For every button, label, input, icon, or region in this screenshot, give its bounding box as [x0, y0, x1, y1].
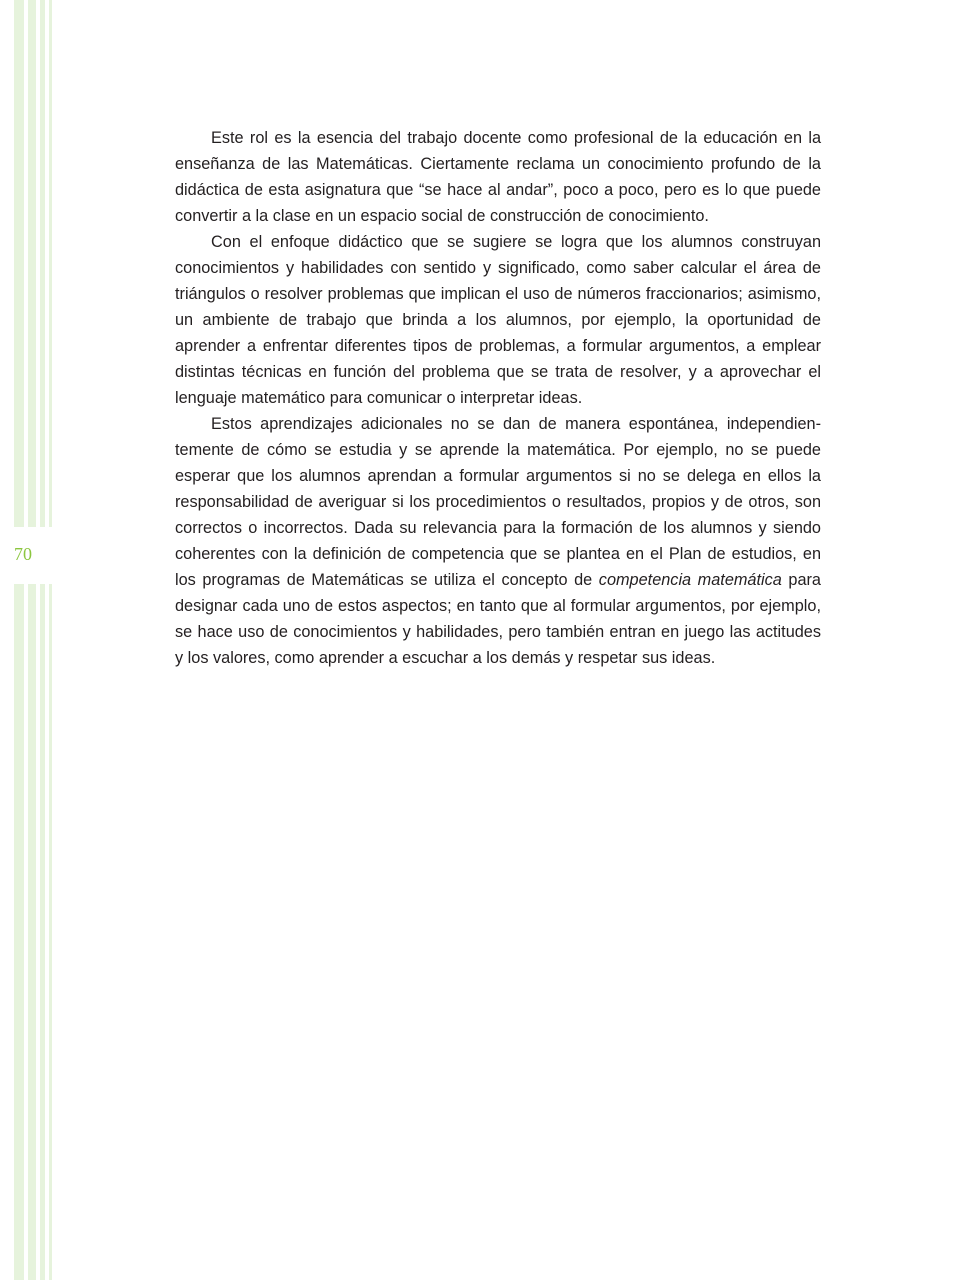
paragraph-3: [175, 411, 821, 671]
page-number: 70: [14, 544, 32, 564]
margin-stripe: [40, 0, 45, 1280]
paragraph-1: Este rol es la esencia del trabajo docente como profesional de la educación en la enseñanza de las Matemáticas. Ciertamente reclama un conocimiento profundo de la didáctica de esta asignatura que “se hace al andar”, poco a poco, pero es lo que puede convertir a la clase en un espacio social de construcción de conocimiento.: [175, 129, 821, 225]
paragraph-2: Con el enfoque didáctico que se sugiere se logra que los alumnos construyan conocimientos y habilidades con sentido y significado, como saber calcular el área de triángulos o resolver problemas que implican el uso de números fraccionarios; asimismo, un ambiente de trabajo que brinda a los alumnos, por ejemplo, la oportunidad de aprender a enfrentar diferentes tipos de problemas, a formular argumentos, a emplear distintas técnicas en función del problema que se trata de resolver, y a aprovechar el lenguaje matemático para comunicar o interpretar ideas.: [175, 233, 821, 407]
margin-stripe: [28, 0, 36, 1280]
body-text: [175, 125, 821, 671]
margin-stripe: [49, 0, 52, 1280]
paragraph-3-text-before: Estos aprendizajes adicionales no se dan de manera espontánea, independientemente de cómo se estudia y se aprende la matemática. Por ejemplo, no se puede esperar que los alumnos aprendan a formular argumentos si no se delega en ellos la responsabilidad de averiguar si los procedimientos o resultados, propios y de otros, son correctos o incorrectos. Dada su relevancia para la formación de los alumnos y siendo coherentes con la definición de competencia que se plantea en el Plan de estudios, en los programas de Matemáticas se utiliza el concepto de: [175, 415, 821, 589]
margin-stripe: [14, 0, 24, 1280]
paragraph-3-italic-term: competencia matemática: [598, 571, 782, 589]
margin-decoration: [0, 0, 60, 1280]
paragraph-3-text-after: para designar cada uno de estos aspectos; en tanto que al formular argumentos, por ejemplo, se hace uso de conocimientos y habilidades, pero también entran en juego las actitudes y los valores, como aprender a escuchar a los demás y respetar sus ideas.: [175, 571, 821, 667]
